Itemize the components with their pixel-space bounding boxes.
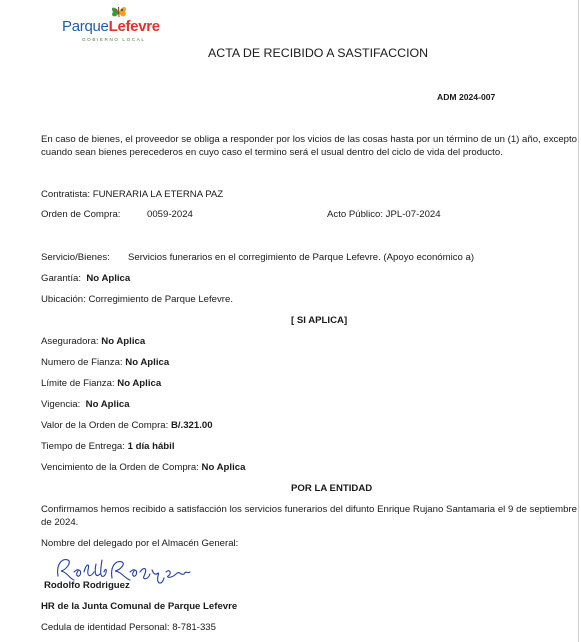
orden-value: 0059-2024 (147, 209, 193, 220)
contratista-label: Contratista: (41, 189, 91, 200)
signer-name: Rodolfo Rodriguez (44, 580, 130, 591)
vigencia-line (41, 399, 130, 410)
confirm-paragraph: Confirmamos hemos recibido a satisfacción los servicios funerarios del difunto Enrique Rujano Santamaria el 9 de septiembre de 2024. (41, 504, 577, 529)
limite-fianza-label: Límite de Fianza: (41, 378, 115, 389)
garantia-label: Garantía: (41, 273, 81, 284)
garantia-line (41, 273, 130, 284)
por-la-entidad-heading: POR LA ENTIDAD (291, 483, 373, 494)
tiempo-entrega-label: Tiempo de Entrega: (41, 441, 125, 452)
aseguradora-line (41, 336, 145, 347)
vencimiento-label: Vencimiento de la Orden de Compra: (41, 462, 199, 473)
numero-fianza-value: No Aplica (125, 357, 170, 368)
ubicacion-value: Corregimiento de Parque Lefevre. (88, 294, 233, 305)
acto-value: JPL-07-2024 (385, 209, 441, 220)
vencimiento-line (41, 462, 245, 473)
servicio-label: Servicio/Bienes: (41, 252, 110, 263)
si-aplica-heading: [ SI APLICA] (291, 315, 348, 326)
delegado-label: Nombre del delegado por el Almacén General: (41, 538, 239, 549)
aseguradora-label: Aseguradora: (41, 336, 99, 347)
intro-paragraph: En caso de bienes, el proveedor se obliga a responder por los vicios de las cosas hasta por un término de un (1) año, excepto cuando sean bienes perecederos en cuyo caso el termino será el usual dentro del ciclo de vida del producto. (41, 134, 577, 159)
numero-fianza-label: Numero de Fianza: (41, 357, 123, 368)
servicio-value: Servicios funerarios en el corregimiento de Parque Lefevre. (Apoyo económico a) (128, 252, 475, 263)
numero-fianza-line (41, 357, 169, 368)
page-edge (578, 0, 579, 642)
signer-role: HR de la Junta Comunal de Parque Lefevre (41, 601, 238, 612)
valor-orden-line (41, 420, 213, 431)
acto-label: Acto Público: (327, 209, 383, 220)
logo-subtitle: GOBIERNO LOCAL (82, 37, 146, 42)
logo-wordmark (62, 18, 160, 35)
aseguradora-value: No Aplica (101, 336, 146, 347)
cedula-line: Cedula de identidad Personal: 8-781-335 (41, 622, 216, 633)
vigencia-value: No Aplica (85, 399, 130, 410)
logo-word-lefevre: Lefevre (108, 18, 160, 35)
orden-label: Orden de Compra: (41, 209, 121, 220)
valor-orden-value: B/.321.00 (170, 420, 213, 431)
logo-word-parque: Parque (62, 18, 109, 35)
document-title: ACTA DE RECIBIDO A SASTIFACCION (208, 46, 429, 60)
ubicacion-line (41, 294, 233, 305)
document-reference: ADM 2024-007 (437, 92, 496, 102)
tiempo-entrega-line (41, 441, 175, 452)
contratista-value: FUNERARIA LA ETERNA PAZ (92, 189, 224, 200)
valor-orden-label: Valor de la Orden de Compra: (41, 420, 169, 431)
acto-line (327, 209, 441, 220)
contratista-line (41, 189, 223, 200)
garantia-value: No Aplica (86, 273, 131, 284)
vigencia-label: Vigencia: (41, 399, 81, 410)
limite-fianza-line (41, 378, 161, 389)
ubicacion-label: Ubicación: (41, 294, 86, 305)
tiempo-entrega-value: 1 día hábil (127, 441, 175, 452)
limite-fianza-value: No Aplica (117, 378, 162, 389)
parque-lefevre-logo (62, 3, 186, 45)
vencimiento-value: No Aplica (201, 462, 246, 473)
